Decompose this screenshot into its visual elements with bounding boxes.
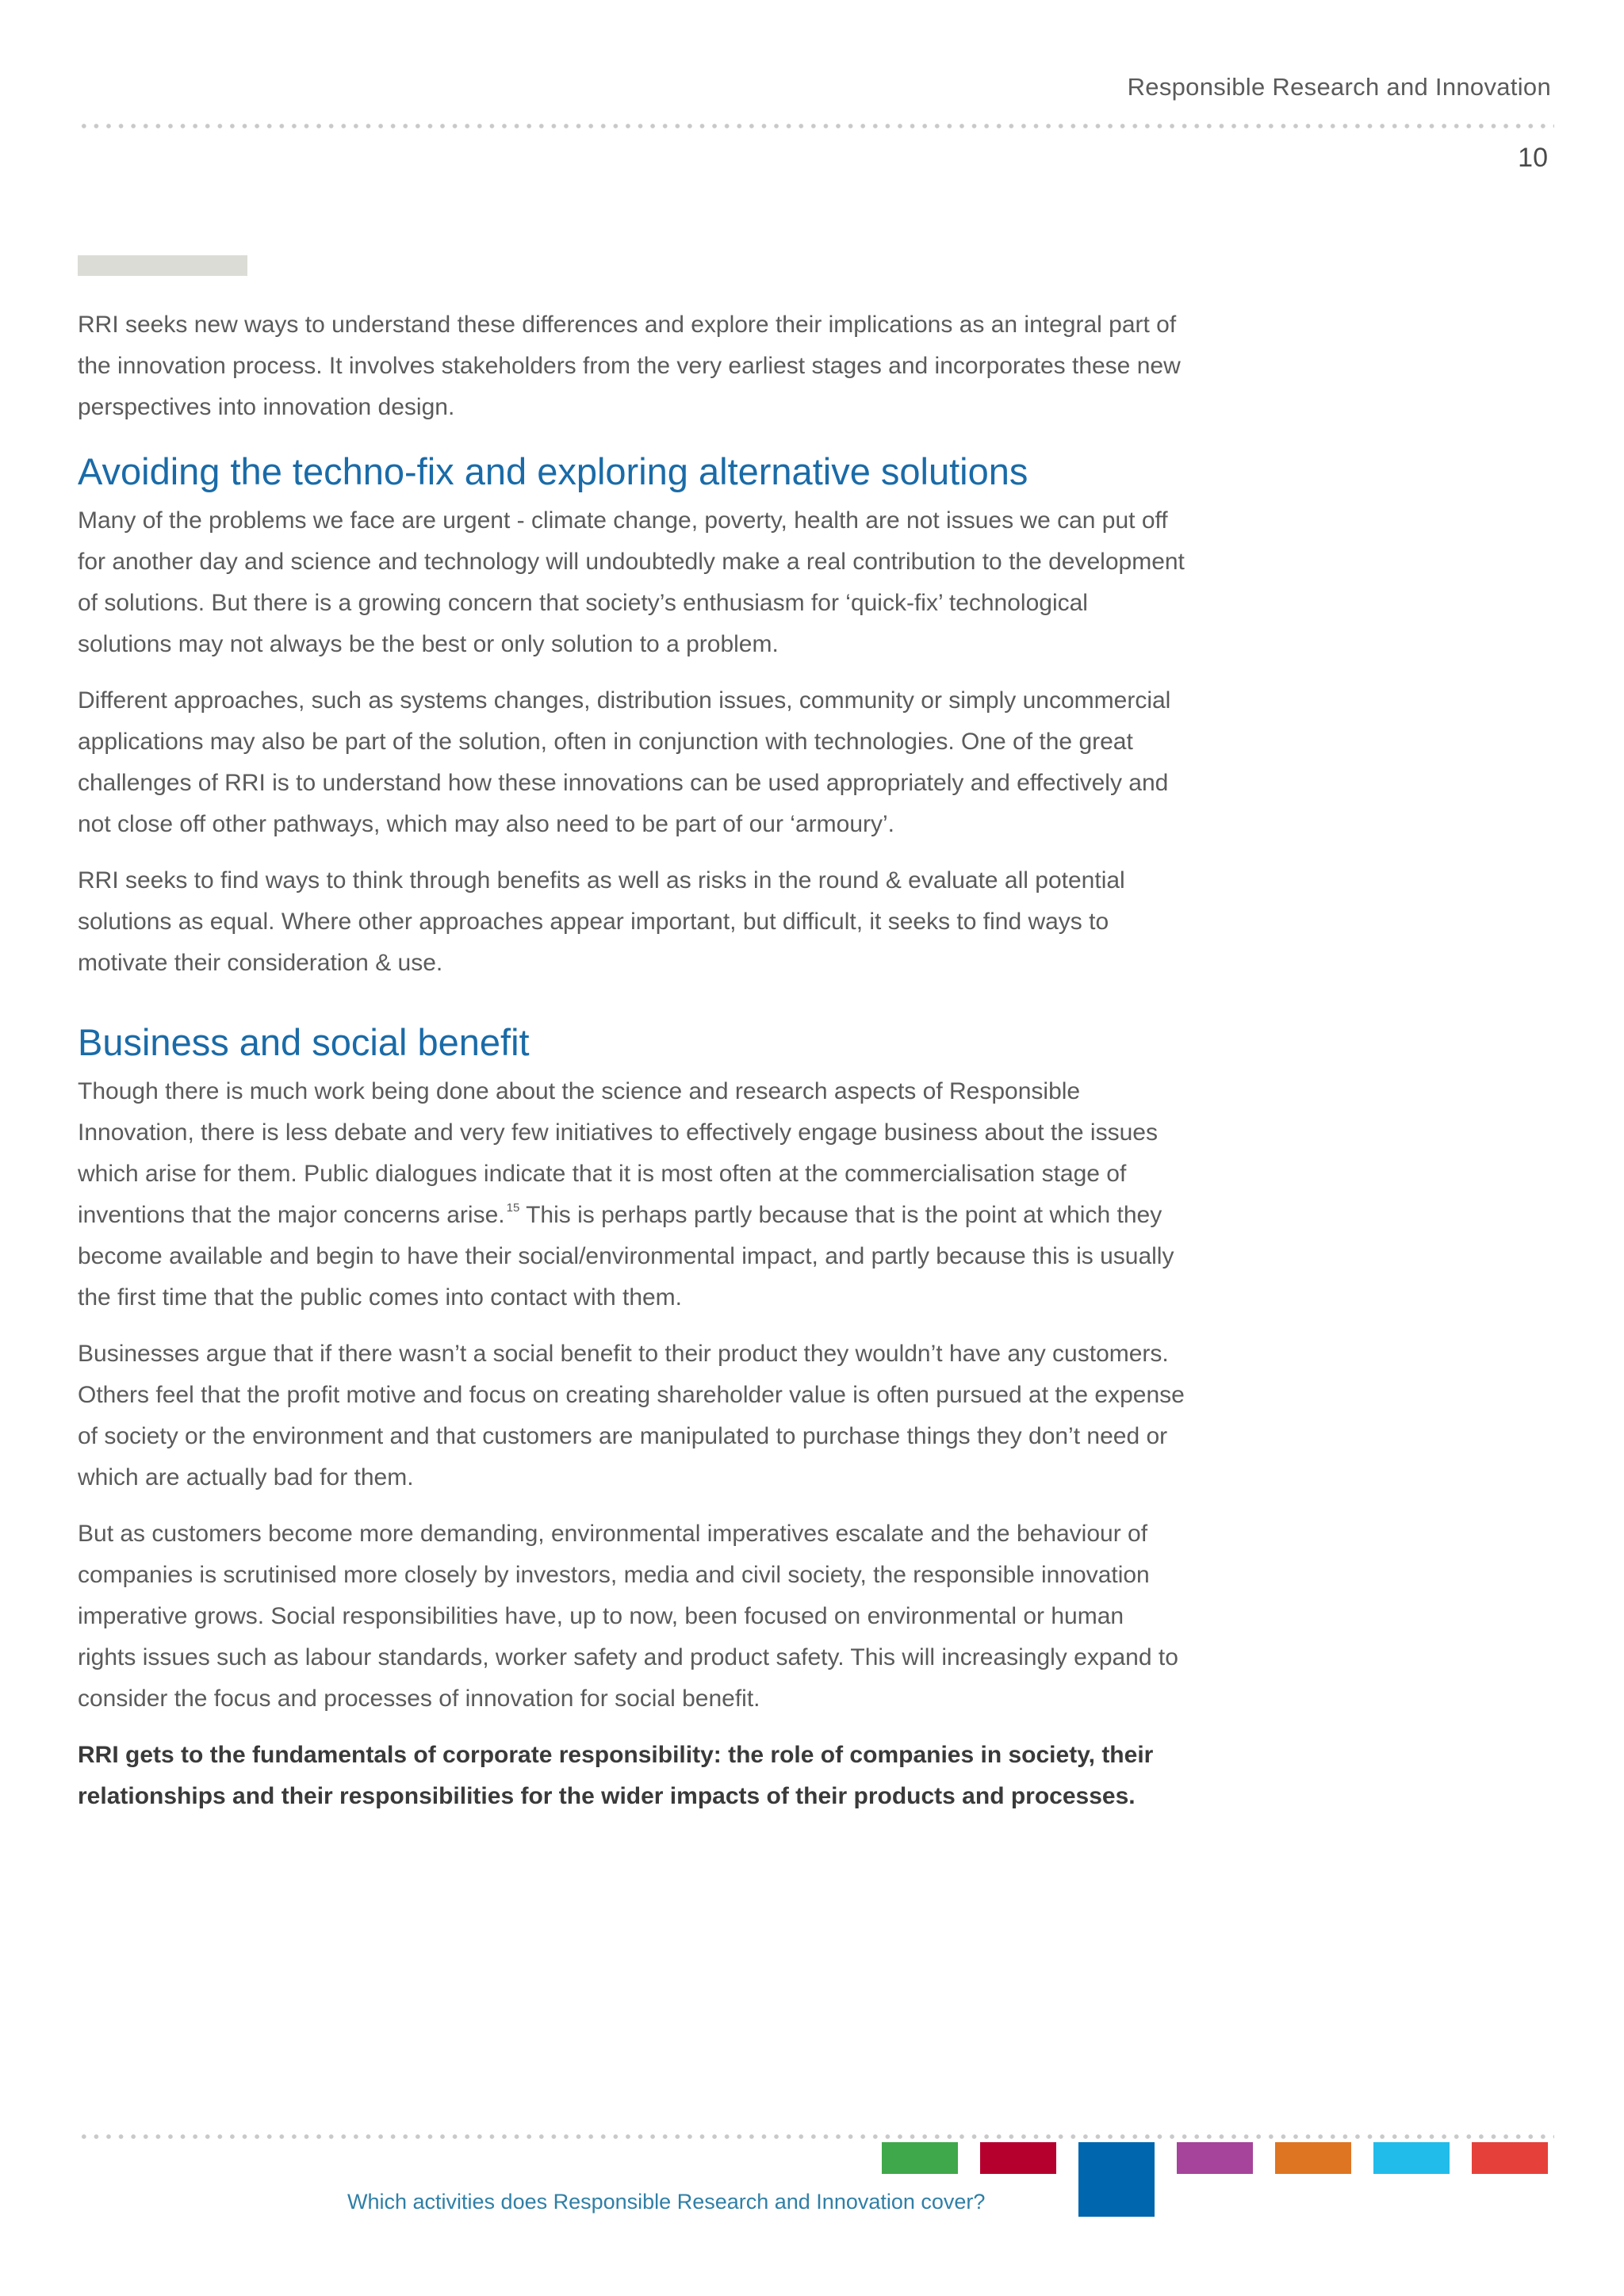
intro-paragraph: RRI seeks new ways to understand these differences and explore their implications as an integral part of the innovation process. It involves stakeholders from the very earliest stages and incorporates these new perspectives into innovation design. — [78, 312, 1181, 420]
paragraph: Different approaches, such as systems changes, distribution issues, community or simply uncommercial applications may also be part of the solution, often in conjunction with technologies. One of the great challenges of RRI is to understand how these innovations can be used appropriately and effectively and not close off other pathways, which may also need to be part of our ‘armoury’. — [78, 687, 1171, 837]
nav-swatch-green[interactable] — [882, 2142, 958, 2174]
paragraph: Many of the problems we face are urgent - climate change, poverty, health are not issues we can put off for another day and science and technology will undoubtedly make a real contribution to the development of solutions. But there is a growing concern that society’s enthusiasm for ‘quick-fix’ technological solutions may not always be the best or only solution to a problem. — [78, 507, 1185, 657]
footer-dotted-divider — [78, 2134, 1554, 2139]
section-heading-techno-fix: Avoiding the techno-fix and exploring alternative solutions — [78, 450, 1028, 492]
paragraph: RRI seeks to find ways to think through benefits as well as risks in the round & evaluate all potential solutions as equal. Where other approaches appear important, but difficult, it seeks to find ways to motivate their consideration & use. — [78, 867, 1125, 976]
paragraph: But as customers become more demanding, environmental imperatives escalate and the behaviour of companies is scrutinised more closely by investors, media and civil society, the responsible innovation imperative grows. Social responsibilities have, up to now, been focused on environmental or human rights issues such as labour standards, worker safety and product safety. This will increasingly expand to consider the focus and processes of innovation for social benefit. — [78, 1521, 1178, 1712]
nav-swatch-purple[interactable] — [1177, 2142, 1253, 2174]
paragraph-text: Though there is much work being done about the science and research aspects of Responsible Innovation, there is less debate and very few initiatives to effectively engage business about the issues which arise for them. Public dialogues indicate that it is most often at the commercialisation stage of inventions that the major concerns arise. — [78, 1078, 1158, 1228]
main-content — [78, 304, 1188, 1832]
nav-swatch-orange[interactable] — [1275, 2142, 1351, 2174]
nav-swatch-crimson[interactable] — [980, 2142, 1056, 2174]
bold-statement: RRI gets to the fundamentals of corporate responsibility: the role of companies in society, their relationships and their responsibilities for the wider impacts of their products and processes. — [78, 1742, 1154, 1809]
paragraph: Businesses argue that if there wasn’t a social benefit to their product they wouldn’t have any customers. Others feel that the profit motive and focus on creating shareholder value is often pursued at the expense of society or the environment and that customers are manipulated to purchase things they don’t need or which are actually bad for them. — [78, 1341, 1185, 1490]
running-head-title: Responsible Research and Innovation — [1127, 73, 1551, 101]
paragraph-with-footnote — [78, 1071, 1188, 1318]
section-heading-business: Business and social benefit — [78, 1021, 530, 1063]
nav-swatch-blue-active[interactable] — [1078, 2142, 1155, 2217]
paragraph-text: This is perhaps partly because that is the point at which they become available and begin to have their social/environmental impact, and partly because this is usually the first time that the public comes into contact with them. — [78, 1202, 1174, 1311]
footer-question-link[interactable]: Which activities does Responsible Research and Innovation cover? — [347, 2190, 986, 2214]
nav-swatch-cyan[interactable] — [1373, 2142, 1450, 2174]
section-marker-bar — [78, 255, 247, 276]
nav-swatch-red[interactable] — [1472, 2142, 1548, 2174]
header-dotted-divider — [78, 124, 1554, 128]
footnote-reference[interactable]: 15 — [506, 1201, 520, 1215]
page-number: 10 — [1518, 143, 1548, 173]
